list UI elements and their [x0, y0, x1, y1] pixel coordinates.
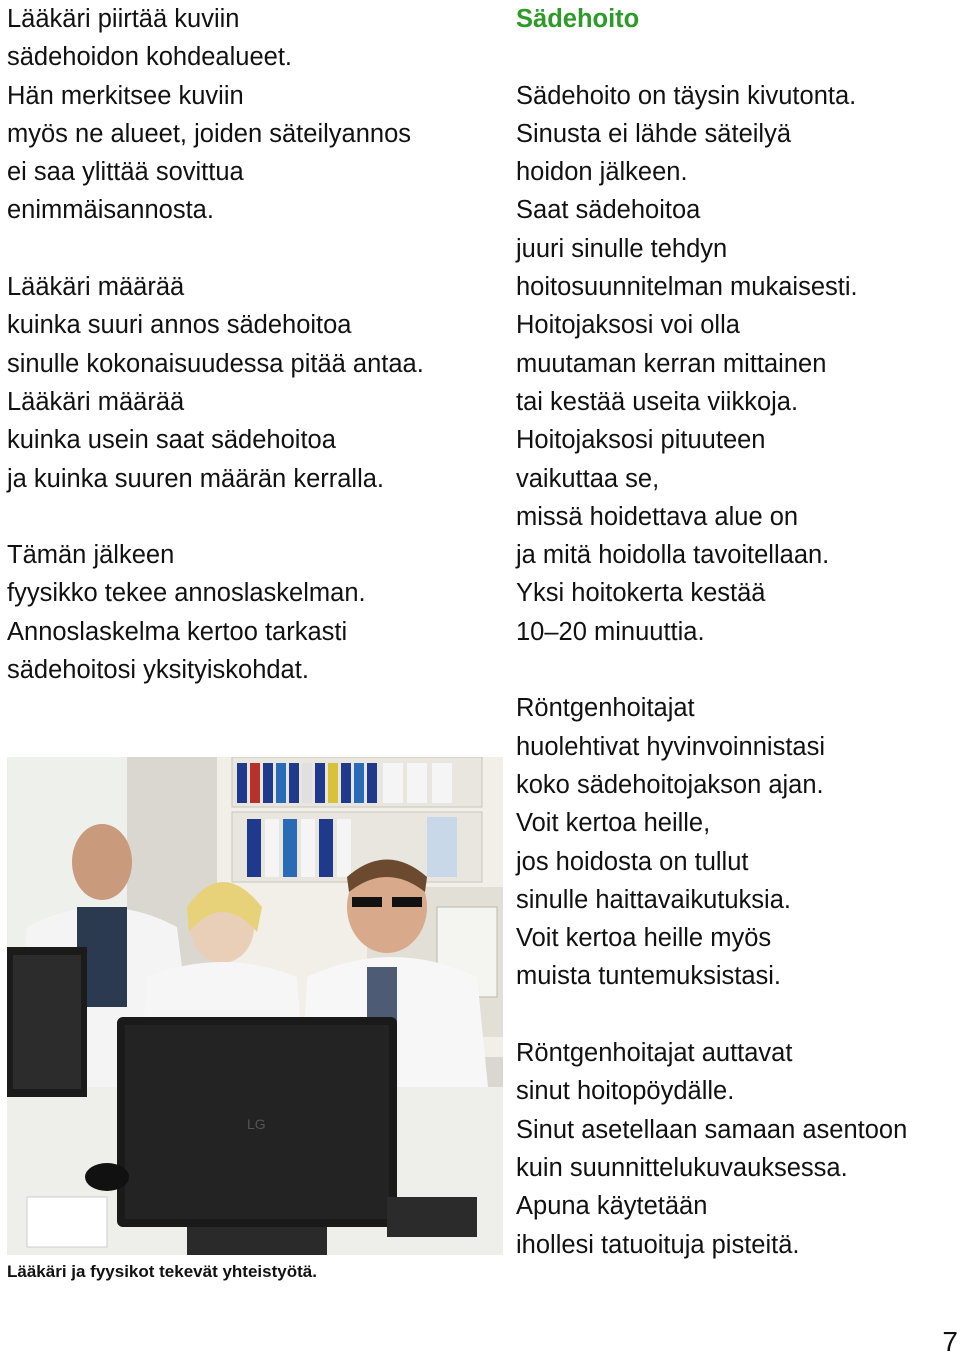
- text-line: Voit kertoa heille myös: [516, 924, 772, 953]
- text-line: tai kestää useita viikkoja.: [516, 387, 799, 416]
- text-line: sinulle kokonaisuudessa pitää antaa.: [7, 349, 424, 378]
- text-line: sädehoitosi yksityiskohdat.: [7, 656, 309, 685]
- text-line: Hoitojaksosi voi olla: [516, 311, 740, 340]
- photo-illustration: [7, 757, 503, 1255]
- text-line: kuin suunnittelukuvauksessa.: [516, 1153, 848, 1182]
- text-line: Saat sädehoitoa: [516, 196, 701, 225]
- text-line: Apuna käytetään: [516, 1192, 708, 1221]
- text-line: Hoitojaksosi pituuteen: [516, 426, 766, 455]
- text-line: Lääkäri piirtää kuviin: [7, 5, 240, 33]
- office-photo: [7, 757, 503, 1255]
- right-column: [516, 0, 960, 1264]
- left-paragraph-1: [7, 0, 497, 230]
- text-line: ja kuinka suuren määrän kerralla.: [7, 464, 385, 493]
- text-line: sinut hoitopöydälle.: [516, 1077, 735, 1106]
- left-paragraph-3: [7, 536, 497, 689]
- text-line: kuinka usein saat sädehoitoa: [7, 426, 336, 455]
- text-line: muista tuntemuksistasi.: [516, 962, 782, 991]
- text-line: huolehtivat hyvinvoinnistasi: [516, 732, 826, 761]
- text-line: ihollesi tatuoituja pisteitä.: [516, 1230, 800, 1259]
- left-paragraph-2: [7, 268, 497, 498]
- photo-caption: Lääkäri ja fyysikot tekevät yhteistyötä.: [7, 1262, 317, 1281]
- text-line: koko sädehoitojakson ajan.: [516, 770, 824, 799]
- text-line: ja mitä hoidolla tavoitellaan.: [516, 541, 830, 570]
- text-line: Tämän jälkeen: [7, 541, 175, 570]
- text-line: sinulle haittavaikutuksia.: [516, 885, 791, 914]
- text-line: Sädehoito on täysin kivutonta.: [516, 81, 857, 110]
- text-line: missä hoidettava alue on: [516, 502, 799, 531]
- text-line: ei saa ylittää sovittua: [7, 158, 244, 187]
- page-number: 7: [942, 1326, 958, 1357]
- text-line: Sinut asetellaan samaan asentoon: [516, 1115, 908, 1144]
- text-line: hoidon jälkeen.: [516, 158, 688, 187]
- right-paragraph-3: [516, 1034, 960, 1264]
- text-line: juuri sinulle tehdyn: [516, 234, 728, 263]
- text-line: Hän merkitsee kuviin: [7, 81, 244, 110]
- text-line: Yksi hoitokerta kestää: [516, 579, 766, 608]
- monitor-brand: LG: [247, 1116, 266, 1132]
- text-line: enimmäisannosta.: [7, 196, 214, 225]
- text-line: myös ne alueet, joiden säteilyannos: [7, 119, 412, 148]
- text-line: Voit kertoa heille,: [516, 809, 711, 838]
- text-line: 10–20 minuuttia.: [516, 617, 705, 646]
- text-line: Annoslaskelma kertoo tarkasti: [7, 617, 348, 646]
- text-line: Lääkäri määrää: [7, 273, 185, 302]
- text-line: vaikuttaa se,: [516, 464, 660, 493]
- right-paragraph-2: [516, 689, 960, 995]
- left-column: [7, 0, 497, 689]
- text-line: muutaman kerran mittainen: [516, 349, 827, 378]
- text-line: Röntgenhoitajat: [516, 694, 695, 723]
- text-line: fyysikko tekee annoslaskelman.: [7, 579, 366, 608]
- text-line: kuinka suuri annos sädehoitoa: [7, 311, 352, 340]
- text-line: Lääkäri määrää: [7, 387, 185, 416]
- text-line: Sinusta ei lähde säteilyä: [516, 119, 792, 148]
- text-line: sädehoidon kohdealueet.: [7, 43, 292, 72]
- right-paragraph-1: [516, 77, 960, 651]
- text-line: jos hoidosta on tullut: [516, 847, 749, 876]
- section-heading: Sädehoito: [516, 5, 640, 33]
- text-line: hoitosuunnitelman mukaisesti.: [516, 273, 858, 302]
- text-line: Röntgenhoitajat auttavat: [516, 1039, 793, 1068]
